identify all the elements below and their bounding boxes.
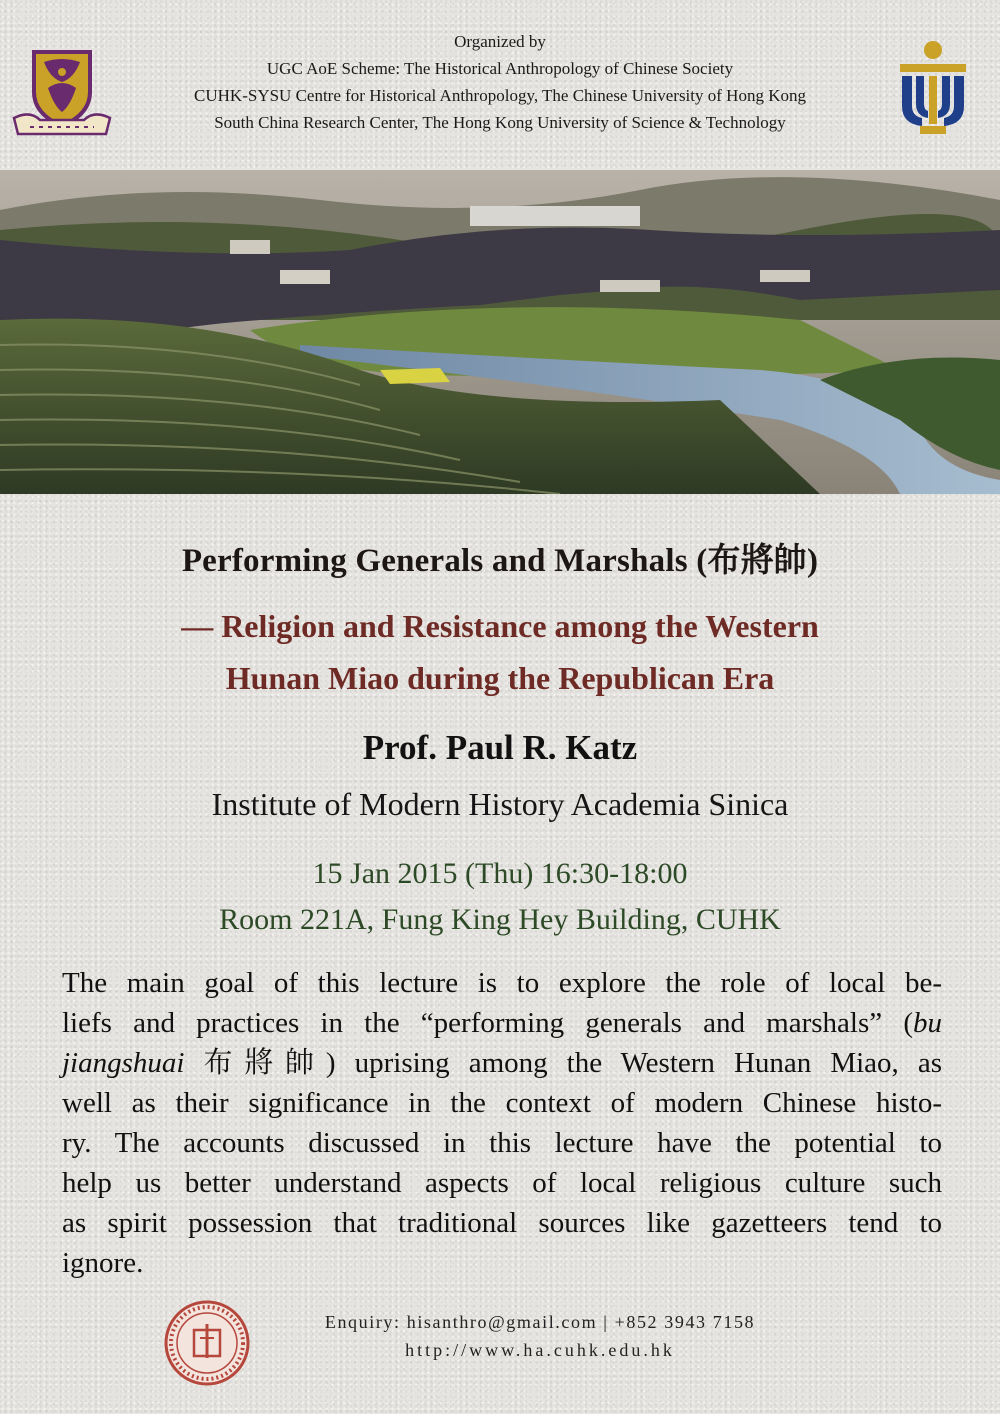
lecture-abstract (62, 963, 942, 1283)
abstract-line: help us better understand aspects of local religious culture such (62, 1167, 942, 1199)
subtitle-line-2: Hunan Miao during the Republican Era (225, 660, 775, 696)
hkust-logo-icon (898, 40, 968, 136)
speaker-name: Prof. Paul R. Katz (362, 728, 638, 767)
abstract-line: well as their significance in the context of modern Chinese histo- (62, 1087, 942, 1119)
organizers-block (120, 28, 880, 136)
abstract-line: ry. The accounts discussed in this lecture have the potential to (62, 1127, 942, 1159)
enquiry-contact: Enquiry: hisanthro@gmail.com | +852 3943 7158 (324, 1312, 756, 1332)
organized-by-label: Organized by (454, 32, 546, 51)
subtitle-line-1: — Religion and Resistance among the Western (181, 608, 819, 644)
speaker-affiliation: Institute of Modern History Academia Sinica (211, 786, 789, 822)
landscape-banner-image (0, 170, 1000, 494)
lecture-subtitle (60, 600, 940, 704)
website-link[interactable]: http://www.ha.cuhk.edu.hk (405, 1340, 675, 1360)
lecture-datetime: 15 Jan 2015 (Thu) 16:30-18:00 (312, 857, 688, 890)
lecture-title: Performing Generals and Marshals (布將帥) (181, 543, 819, 579)
organizer-3: South China Research Center, The Hong Kong University of Science & Technology (214, 113, 786, 132)
cuhk-crest-icon (10, 48, 114, 138)
historical-anthropology-seal-icon (164, 1300, 250, 1386)
lecture-venue: Room 221A, Fung King Hey Building, CUHK (219, 903, 781, 936)
abstract-line: jiangshuai 布將帥) uprising among the Western Hunan Miao, as (62, 1047, 942, 1079)
abstract-line: liefs and practices in the “performing generals and marshals” (bu (62, 1007, 942, 1039)
abstract-line: The main goal of this lecture is to explore the role of local be- (62, 967, 942, 999)
abstract-line: as spirit possession that traditional sources like gazetteers tend to (62, 1207, 942, 1239)
organizer-1: UGC AoE Scheme: The Historical Anthropology of Chinese Society (266, 59, 734, 78)
abstract-line: ignore. (62, 1247, 144, 1279)
organizer-2: CUHK-SYSU Centre for Historical Anthropology, The Chinese University of Hong Kong (194, 86, 806, 105)
